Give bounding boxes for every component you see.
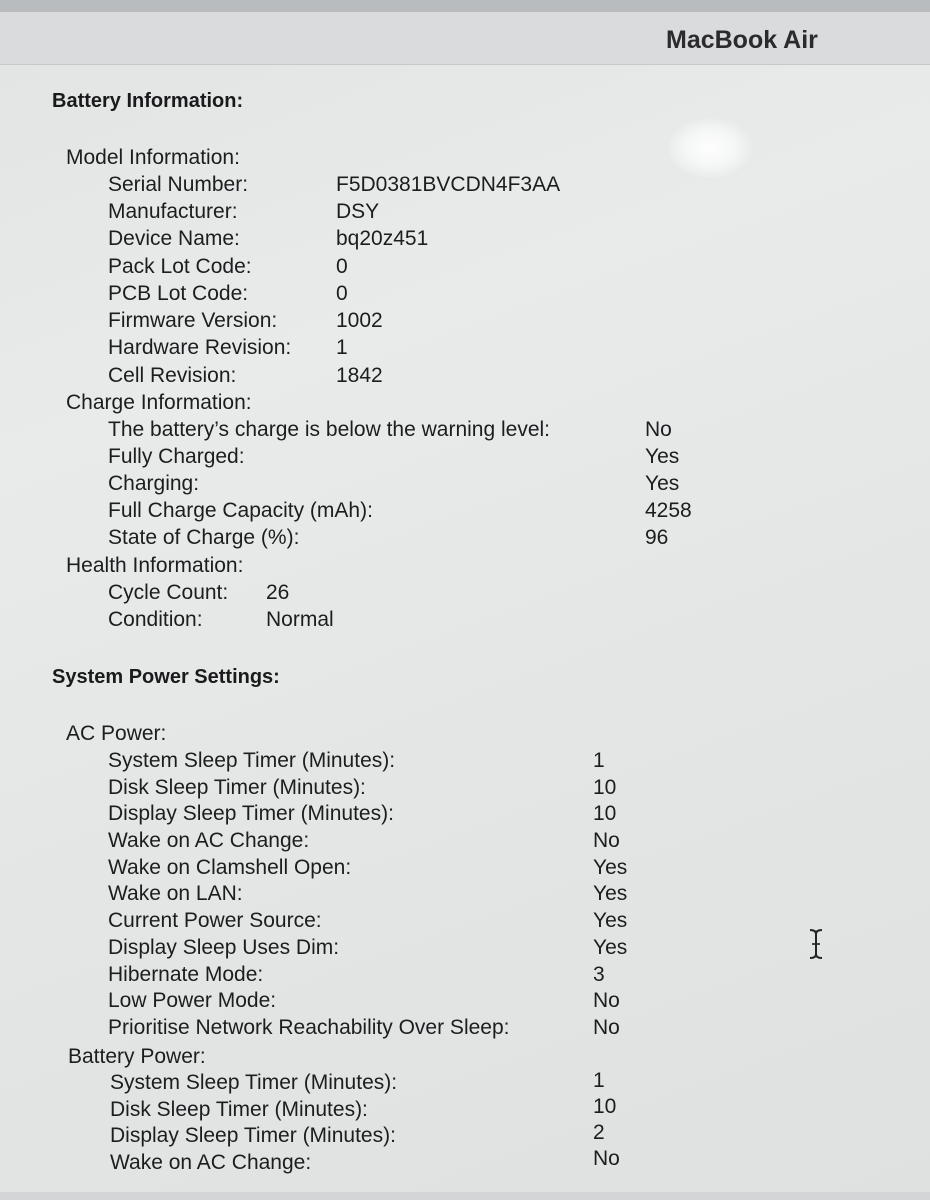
health-information-label: Health Information:	[66, 554, 244, 577]
battery-wake-on-ac-change-label: Wake on AC Change:	[110, 1151, 312, 1174]
below-warning-level-value: No	[645, 418, 672, 441]
below-warning-level-label: The battery’s charge is below the warning level:	[108, 418, 551, 441]
ac-wake-on-ac-change-value: No	[593, 829, 620, 852]
device-name-value: bq20z451	[336, 227, 429, 250]
ac-disk-sleep-timer-value: 10	[593, 776, 617, 799]
window-bottom-edge	[0, 1192, 930, 1200]
charging-value: Yes	[645, 472, 680, 495]
ac-display-sleep-timer-label: Display Sleep Timer (Minutes):	[108, 802, 394, 825]
battery-disk-sleep-timer-label: Disk Sleep Timer (Minutes):	[110, 1098, 368, 1121]
ac-hibernate-mode-label: Hibernate Mode:	[108, 963, 264, 986]
charging-label: Charging:	[108, 472, 200, 495]
device-name-label: Device Name:	[108, 227, 240, 250]
ac-wake-on-ac-change-label: Wake on AC Change:	[108, 829, 310, 852]
charge-information-label: Charge Information:	[66, 391, 252, 414]
pcb-lot-code-value: 0	[336, 282, 348, 305]
battery-system-sleep-timer-value: 1	[593, 1069, 605, 1092]
condition-value: Normal	[266, 608, 334, 631]
hardware-revision-value: 1	[336, 336, 348, 359]
cycle-count-label: Cycle Count:	[108, 581, 229, 604]
battery-wake-on-ac-change-value: No	[593, 1147, 620, 1170]
ac-display-sleep-uses-dim-value: Yes	[593, 936, 628, 959]
ac-disk-sleep-timer-label: Disk Sleep Timer (Minutes):	[108, 776, 366, 799]
ac-system-sleep-timer-label: System Sleep Timer (Minutes):	[108, 749, 396, 772]
pack-lot-code-label: Pack Lot Code:	[108, 255, 252, 278]
ac-wake-on-lan-value: Yes	[593, 882, 628, 905]
ac-power-label: AC Power:	[66, 722, 167, 745]
ac-low-power-mode-label: Low Power Mode:	[108, 989, 277, 1012]
battery-display-sleep-timer-label: Display Sleep Timer (Minutes):	[110, 1124, 396, 1147]
ac-wake-on-clamshell-open-value: Yes	[593, 856, 628, 879]
firmware-version-value: 1002	[336, 309, 383, 332]
ac-system-sleep-timer-value: 1	[593, 749, 605, 772]
battery-power-label: Battery Power:	[68, 1045, 206, 1068]
pcb-lot-code-label: PCB Lot Code:	[108, 282, 249, 305]
ac-display-sleep-timer-value: 10	[593, 802, 617, 825]
ac-current-power-source-label: Current Power Source:	[108, 909, 322, 932]
battery-system-sleep-timer-label: System Sleep Timer (Minutes):	[110, 1071, 398, 1094]
cell-revision-label: Cell Revision:	[108, 364, 237, 387]
screen-glare	[668, 118, 752, 178]
ac-display-sleep-uses-dim-label: Display Sleep Uses Dim:	[108, 936, 340, 959]
ac-hibernate-mode-value: 3	[593, 963, 605, 986]
fully-charged-label: Fully Charged:	[108, 445, 245, 468]
ac-low-power-mode-value: No	[593, 989, 620, 1012]
serial-number-value: F5D0381BVCDN4F3AA	[336, 173, 561, 196]
serial-number-label: Serial Number:	[108, 173, 249, 196]
system-power-settings-heading: System Power Settings:	[52, 666, 280, 688]
model-name-title: MacBook Air	[666, 26, 818, 54]
cell-revision-value: 1842	[336, 364, 383, 387]
ac-wake-on-clamshell-open-label: Wake on Clamshell Open:	[108, 856, 352, 879]
state-of-charge-value: 96	[645, 526, 669, 549]
ibeam-cursor-icon	[806, 928, 826, 960]
ac-prioritise-network-reachability-value: No	[593, 1016, 620, 1039]
model-information-label: Model Information:	[66, 146, 240, 169]
fully-charged-value: Yes	[645, 445, 680, 468]
manufacturer-value: DSY	[336, 200, 380, 223]
hardware-revision-label: Hardware Revision:	[108, 336, 292, 359]
ac-current-power-source-value: Yes	[593, 909, 628, 932]
state-of-charge-label: State of Charge (%):	[108, 526, 300, 549]
manufacturer-label: Manufacturer:	[108, 200, 238, 223]
ac-prioritise-network-reachability-label: Prioritise Network Reachability Over Sleep:	[108, 1016, 510, 1039]
firmware-version-label: Firmware Version:	[108, 309, 278, 332]
pack-lot-code-value: 0	[336, 255, 348, 278]
cycle-count-value: 26	[266, 581, 290, 604]
ac-wake-on-lan-label: Wake on LAN:	[108, 882, 243, 905]
battery-display-sleep-timer-value: 2	[593, 1121, 605, 1144]
condition-label: Condition:	[108, 608, 203, 631]
battery-information-heading: Battery Information:	[52, 90, 244, 112]
full-charge-capacity-value: 4258	[645, 499, 692, 522]
full-charge-capacity-label: Full Charge Capacity (mAh):	[108, 499, 373, 522]
battery-disk-sleep-timer-value: 10	[593, 1095, 617, 1118]
